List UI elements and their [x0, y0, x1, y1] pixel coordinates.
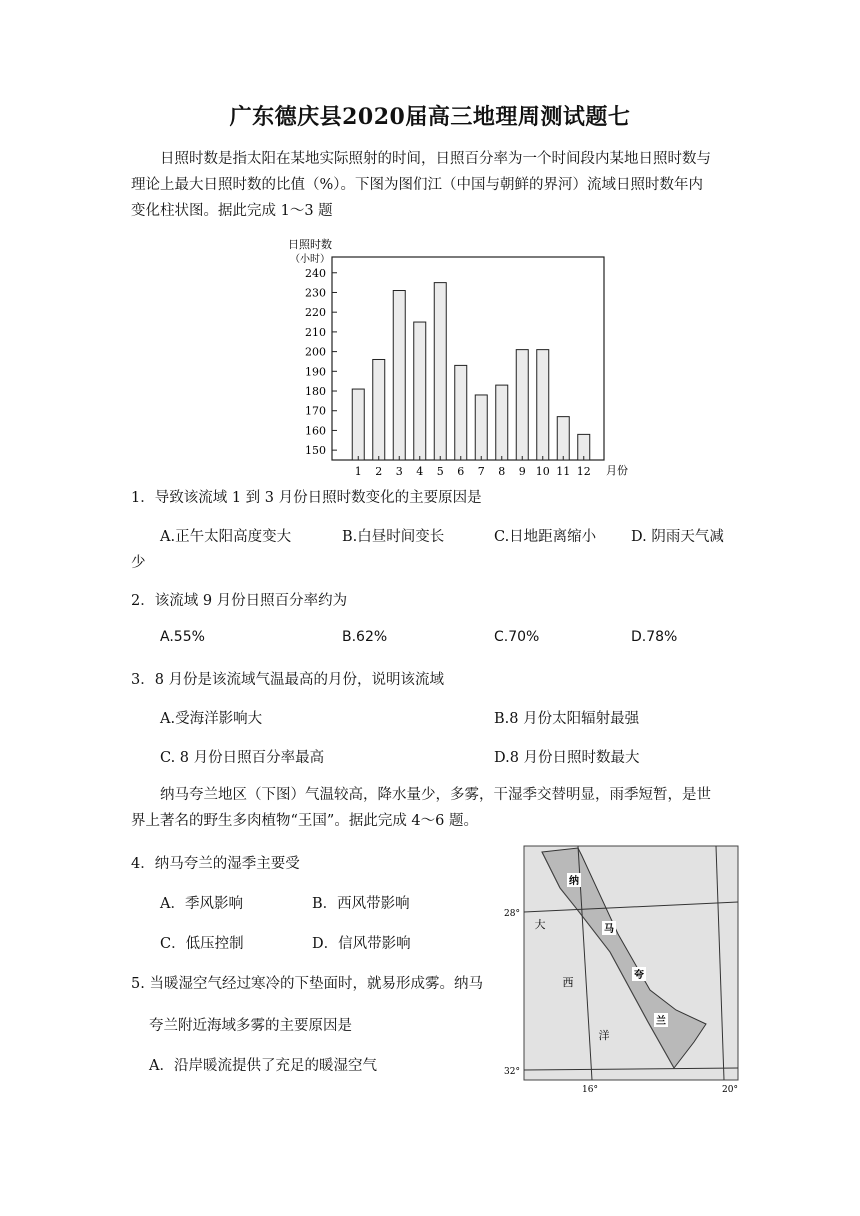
x-tick-label: 4 [416, 465, 424, 478]
q4-option-b: B．西风带影响 [312, 896, 410, 912]
q4-stem: 4．纳马夸兰的湿季主要受 [131, 856, 300, 872]
chart-x-axis [355, 456, 591, 478]
q3-option-a: A.受海洋影响大 [160, 711, 263, 727]
y-tick-label: 150 [305, 444, 326, 458]
region-label-char: 马 [604, 924, 614, 935]
x-tick-label: 2 [375, 465, 383, 478]
ocean-label-char: 西 [562, 976, 574, 989]
bar-month-6 [455, 365, 467, 460]
y-tick-label: 200 [305, 345, 326, 359]
x-tick-label: 11 [556, 465, 571, 478]
page-title: 广东德庆县2020届高三地理周测试题七 [229, 104, 631, 130]
q1-option-c: C.日地距离缩小 [494, 529, 597, 545]
sunshine-bar-chart [270, 232, 630, 482]
y-tick-label: 160 [305, 424, 326, 438]
chart-xlabel: 月份 [606, 464, 628, 477]
bar-month-9 [516, 350, 528, 460]
x-tick-label: 9 [518, 465, 526, 478]
lat-label-28: 28° [504, 909, 520, 919]
q5-stem-line1: 5. 当暖湿空气经过寒冷的下垫面时，就易形成雾。纳马 [131, 976, 483, 992]
bar-month-10 [537, 350, 549, 460]
namaqualand-map [498, 842, 748, 1098]
q5-option-a: A．沿岸暖流提供了充足的暖湿空气 [149, 1058, 377, 1074]
bar-month-7 [475, 395, 487, 460]
q4-option-d: D．信风带影响 [312, 936, 411, 952]
intro1-line1: 日照时数是指太阳在某地实际照射的时间，日照百分率为一个时间段内某地日照时数与 [160, 151, 711, 167]
y-tick-label: 210 [305, 325, 326, 339]
q2-option-a: A.55% [160, 629, 205, 645]
bar-month-1 [352, 389, 364, 460]
ocean-label-char: 大 [534, 918, 546, 931]
y-tick-label: 190 [305, 365, 326, 379]
bar-month-2 [373, 359, 385, 460]
q3-option-d: D.8 月份日照时数最大 [494, 750, 640, 766]
ocean-label-char: 洋 [598, 1029, 610, 1042]
y-tick-label: 240 [305, 266, 326, 280]
q4-option-c: C．低压控制 [160, 936, 244, 952]
intro1-line2: 理论上最大日照时数的比值（%）。下图为图们江（中国与朝鲜的界河）流域日照时数年内 [131, 177, 704, 193]
x-tick-label: 1 [354, 465, 362, 478]
q3-option-b: B.8 月份太阳辐射最强 [494, 711, 640, 727]
y-tick-label: 170 [305, 404, 326, 418]
y-tick-label: 220 [305, 306, 326, 320]
y-tick-label: 180 [305, 385, 326, 399]
q4-option-a: A．季风影响 [160, 896, 243, 912]
q3-stem: 3．8 月份是该流域气温最高的月份，说明该流域 [131, 672, 445, 688]
bar-month-5 [434, 283, 446, 460]
chart-bars [352, 283, 590, 460]
q1-option-d-continued: 少 [131, 555, 146, 571]
lat-label-32: 32° [504, 1067, 520, 1077]
x-tick-label: 6 [457, 465, 465, 478]
bar-month-11 [557, 417, 569, 460]
q1-option-b: B.白昼时间变长 [342, 529, 445, 545]
chart-ylabel-line2: （小时） [290, 254, 330, 265]
q1-stem: 1．导致该流域 1 到 3 月份日照时数变化的主要原因是 [131, 490, 482, 506]
x-tick-label: 10 [535, 465, 550, 478]
lon-label-16: 16° [582, 1085, 598, 1095]
x-tick-label: 7 [477, 465, 485, 478]
chart-ylabel-line1: 日照时数 [288, 238, 332, 251]
x-tick-label: 5 [436, 465, 444, 478]
q2-stem: 2．该流域 9 月份日照百分率约为 [131, 593, 348, 609]
q2-option-c: C.70% [494, 629, 540, 645]
x-tick-label: 3 [395, 465, 403, 478]
q2-option-d: D.78% [631, 629, 678, 645]
intro2-line2: 界上著名的野生多肉植物“王国”。据此完成 4～6 题。 [131, 813, 478, 829]
q2-option-b: B.62% [342, 629, 388, 645]
region-label-char: 兰 [656, 1016, 666, 1027]
x-tick-label: 12 [576, 465, 591, 478]
x-tick-label: 8 [498, 465, 506, 478]
q3-option-c: C. 8 月份日照百分率最高 [160, 750, 325, 766]
region-label-char: 纳 [569, 876, 579, 887]
y-tick-label: 230 [305, 286, 326, 300]
bar-month-8 [496, 385, 508, 460]
q5-stem-line2: 夸兰附近海域多雾的主要原因是 [149, 1018, 352, 1034]
bar-month-3 [393, 291, 405, 460]
region-label-char: 夸 [634, 970, 644, 981]
bar-month-4 [414, 322, 426, 460]
q1-option-a: A.正午太阳高度变大 [160, 529, 292, 545]
intro2-line1: 纳马夸兰地区（下图）气温较高，降水量少，多雾，干湿季交替明显，雨季短暂，是世 [160, 787, 711, 803]
lon-label-20: 20° [722, 1085, 738, 1095]
q1-option-d: D. 阴雨天气减 [631, 529, 724, 545]
intro1-line3: 变化柱状图。据此完成 1～3 题 [131, 203, 333, 219]
